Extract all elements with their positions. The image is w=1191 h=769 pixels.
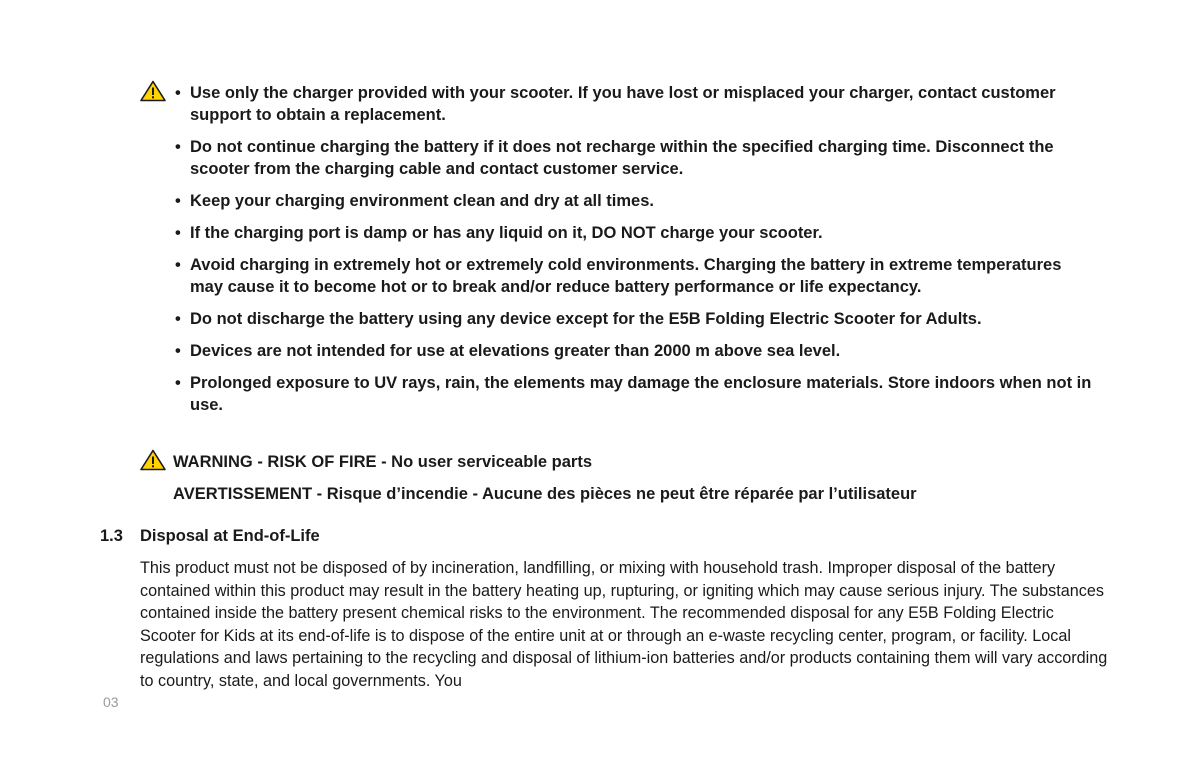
warning-triangle-icon: [140, 449, 166, 471]
bullet-text: Do not continue charging the battery if it does not recharge within the specified charging time. Disconnect the scooter from the charging cable and contact customer service.: [190, 138, 1054, 178]
section-heading: [100, 525, 320, 547]
bullet-dot: •: [175, 256, 181, 274]
bullet-dot: •: [175, 84, 181, 102]
bullet-dot: •: [175, 310, 181, 328]
bullet-text: Prolonged exposure to UV rays, rain, the elements may damage the enclosure materials. Store indoors when not in use.: [190, 374, 1092, 414]
bullet-text: Keep your charging environment clean and dry at all times.: [190, 192, 654, 210]
safety-bullet-item: [175, 340, 1095, 362]
bullet-text: Do not discharge the battery using any device except for the E5B Folding Electric Scooter for Adults.: [190, 310, 982, 328]
bullet-dot: •: [175, 138, 181, 156]
safety-bullet-item: [175, 308, 1095, 330]
bullet-text: If the charging port is damp or has any liquid on it, DO NOT charge your scooter.: [190, 224, 823, 242]
bullet-text: Avoid charging in extremely hot or extremely cold environments. Charging the battery in extreme temperatures may cause it to become hot or to break and/or reduce battery performance or life expectancy.: [190, 256, 1062, 296]
safety-bullet-item: [175, 136, 1095, 180]
bullet-dot: •: [175, 224, 181, 242]
bullet-dot: •: [175, 374, 181, 392]
section-number: 1.3: [100, 527, 123, 545]
safety-bullet-item: [175, 190, 1095, 212]
warning-triangle-icon: [140, 80, 166, 102]
section-title: Disposal at End-of-Life: [140, 527, 320, 545]
safety-bullet-item: [175, 222, 1095, 244]
bullet-text: Use only the charger provided with your scooter. If you have lost or misplaced your charger, contact customer support to obtain a replacement.: [190, 84, 1056, 124]
page-number: 03: [103, 694, 119, 710]
safety-bullet-item: [175, 82, 1095, 126]
fire-warning-french: AVERTISSEMENT - Risque d’incendie - Aucune des pièces ne peut être réparée par l’utilisateur: [173, 485, 917, 503]
bullet-text: Devices are not intended for use at elevations greater than 2000 m above sea level.: [190, 342, 841, 360]
disposal-paragraph: This product must not be disposed of by incineration, landfilling, or mixing with household trash. Improper disposal of the battery contained within this product may result in the battery heating up, rupturing, or igniting which may cause serious injury. The substances contained inside the battery present chemical risks to the environment. The recommended disposal for any E5B Folding Electric Scooter for Kids at its end-of-life is to dispose of the entire unit at or through an e-waste recycling center, program, or facility. Local regulations and laws pertaining to the recycling and disposal of lithium-ion batteries and/or products containing them will vary according to country, state, and local governments. You: [140, 559, 1108, 690]
bullet-dot: •: [175, 192, 181, 210]
safety-bullet-list: [175, 82, 1095, 426]
bullet-dot: •: [175, 342, 181, 360]
safety-bullet-item: [175, 254, 1095, 298]
fire-warning-english: WARNING - RISK OF FIRE - No user serviceable parts: [173, 453, 593, 471]
safety-bullet-item: [175, 372, 1095, 416]
